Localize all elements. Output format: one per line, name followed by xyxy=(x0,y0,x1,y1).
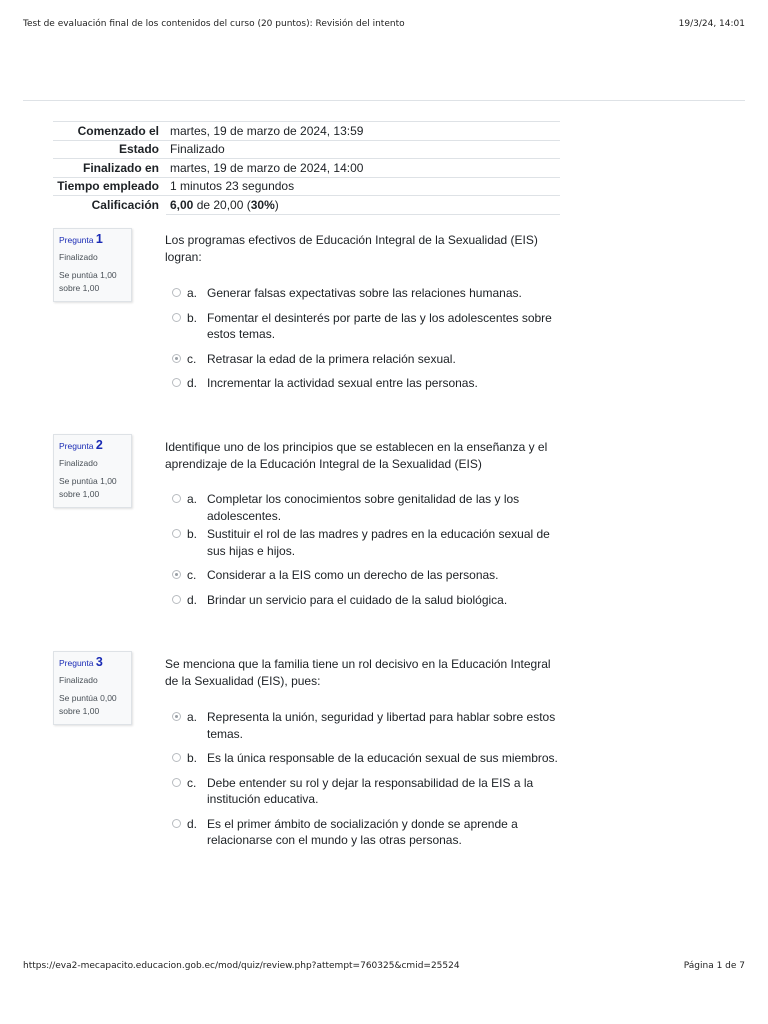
answer-text: Es la única responsable de la educación sexual de sus miembros. xyxy=(207,751,558,765)
question-grade: Se puntúa 0,00 sobre 1,00 xyxy=(59,693,117,716)
answer-option[interactable] xyxy=(172,750,562,767)
question-grade: Se puntúa 1,00 sobre 1,00 xyxy=(59,476,117,499)
summary-label: Calificación xyxy=(53,196,166,215)
answer-letter: d. xyxy=(187,376,198,390)
summary-label: Finalizado en xyxy=(53,159,166,178)
question-state: Finalizado xyxy=(59,675,98,685)
grade-close: ) xyxy=(274,197,279,212)
page-title: Test de evaluación final de los contenidos del curso (20 puntos): Revisión del intento xyxy=(23,19,405,29)
summary-value: Finalizado xyxy=(166,140,560,159)
question-text: Identifique uno de los principios que se establecen en la enseñanza y el aprendizaje de la Educación Integral de la Sexualidad (EIS) xyxy=(165,440,548,471)
answer-letter: a. xyxy=(187,286,198,300)
answer-text: Es el primer ámbito de socialización y donde se aprende a relacionarse con el mundo y las otras personas. xyxy=(207,816,518,847)
answer-text: Incrementar la actividad sexual entre las personas. xyxy=(207,376,478,390)
answer-option[interactable] xyxy=(172,375,562,392)
radio-button[interactable] xyxy=(172,378,181,387)
answer-text: Representa la unión, seguridad y libertad para hablar sobre estos temas. xyxy=(207,710,556,741)
answer-list xyxy=(172,491,562,608)
question-info-box xyxy=(53,651,132,725)
answer-letter: d. xyxy=(187,592,198,607)
radio-button-selected[interactable] xyxy=(172,712,181,721)
question-text: Se menciona que la familia tiene un rol decisivo en la Educación Integral de la Sexualidad (EIS), pues: xyxy=(165,657,551,688)
answer-option[interactable] xyxy=(172,816,562,849)
answer-text: Retrasar la edad de la primera relación sexual. xyxy=(207,351,456,366)
question-info-box xyxy=(53,434,132,508)
question-number: Pregunta 2 xyxy=(59,438,103,452)
summary-row-time-taken xyxy=(53,177,560,196)
answer-option[interactable] xyxy=(172,526,562,559)
question-info-box xyxy=(53,228,132,302)
answer-letter: c. xyxy=(187,568,197,582)
radio-button-selected[interactable] xyxy=(172,570,181,579)
answer-option[interactable] xyxy=(172,491,562,524)
answer-text: Fomentar el desinterés por parte de las y los adolescentes sobre estos temas. xyxy=(207,310,552,341)
answer-letter: b. xyxy=(187,527,198,541)
print-footer xyxy=(23,961,745,971)
answer-text: Completar los conocimientos sobre genitalidad de las y los adolescentes. xyxy=(207,492,520,523)
answer-letter: b. xyxy=(187,310,198,325)
answer-letter: c. xyxy=(187,775,197,790)
radio-button[interactable] xyxy=(172,529,181,538)
radio-button[interactable] xyxy=(172,595,181,604)
answer-letter: d. xyxy=(187,816,198,831)
summary-label: Comenzado el xyxy=(53,122,166,141)
answer-text: Sustituir el rol de las madres y padres en la educación sexual de sus hijas e hijos. xyxy=(207,527,550,558)
radio-button[interactable] xyxy=(172,753,181,762)
summary-row-state xyxy=(53,140,560,159)
answer-letter: c. xyxy=(187,351,197,366)
answer-option[interactable] xyxy=(172,592,562,609)
answer-text: Considerar a la EIS como un derecho de las personas. xyxy=(207,568,499,582)
answer-text: Brindar un servicio para el cuidado de la salud biológica. xyxy=(207,592,508,607)
radio-button[interactable] xyxy=(172,313,181,322)
header-divider xyxy=(23,100,745,101)
summary-label: Tiempo empleado xyxy=(53,177,166,196)
summary-row-grade xyxy=(53,196,560,215)
summary-label: Estado xyxy=(53,140,166,159)
radio-button[interactable] xyxy=(172,778,181,787)
answer-text: Debe entender su rol y dejar la responsabilidad de la EIS a la institución educativa. xyxy=(207,775,534,806)
answer-letter: a. xyxy=(187,710,198,724)
page-url: https://eva2-mecapacito.educacion.gob.ec/mod/quiz/review.php?attempt=760325&cmid=25524 xyxy=(23,961,460,971)
grade-score: 6,00 xyxy=(170,197,194,212)
answer-option[interactable] xyxy=(172,351,562,368)
answer-option[interactable] xyxy=(172,709,562,742)
radio-button[interactable] xyxy=(172,494,181,503)
print-datetime: 19/3/24, 14:01 xyxy=(678,19,745,29)
question-state: Finalizado xyxy=(59,458,98,468)
answer-letter: b. xyxy=(187,751,198,765)
print-header xyxy=(23,19,745,29)
radio-button-selected[interactable] xyxy=(172,354,181,363)
answer-text: Generar falsas expectativas sobre las relaciones humanas. xyxy=(207,286,522,300)
answer-list xyxy=(172,285,562,392)
question-number: Pregunta 3 xyxy=(59,655,103,669)
question-number: Pregunta 1 xyxy=(59,232,103,246)
answer-option[interactable] xyxy=(172,310,562,343)
radio-button[interactable] xyxy=(172,288,181,297)
summary-value: martes, 19 de marzo de 2024, 13:59 xyxy=(166,122,560,141)
question-text: Los programas efectivos de Educación Integral de la Sexualidad (EIS) logran: xyxy=(165,233,538,264)
question-state: Finalizado xyxy=(59,252,98,262)
answer-letter: a. xyxy=(187,492,198,506)
grade-value xyxy=(166,196,560,215)
grade-of-max: de 20,00 ( xyxy=(193,197,251,212)
answer-list xyxy=(172,709,562,849)
radio-button[interactable] xyxy=(172,819,181,828)
attempt-summary-table xyxy=(53,121,560,215)
grade-percent: 30% xyxy=(250,197,275,212)
summary-row-finished xyxy=(53,159,560,178)
question-grade: Se puntúa 1,00 sobre 1,00 xyxy=(59,270,117,293)
summary-value: 1 minutos 23 segundos xyxy=(166,177,560,196)
summary-row-started xyxy=(53,122,560,141)
answer-option[interactable] xyxy=(172,285,562,302)
summary-value: martes, 19 de marzo de 2024, 14:00 xyxy=(166,159,560,178)
answer-option[interactable] xyxy=(172,775,562,808)
answer-option[interactable] xyxy=(172,567,562,584)
page-number: Página 1 de 7 xyxy=(683,961,745,971)
